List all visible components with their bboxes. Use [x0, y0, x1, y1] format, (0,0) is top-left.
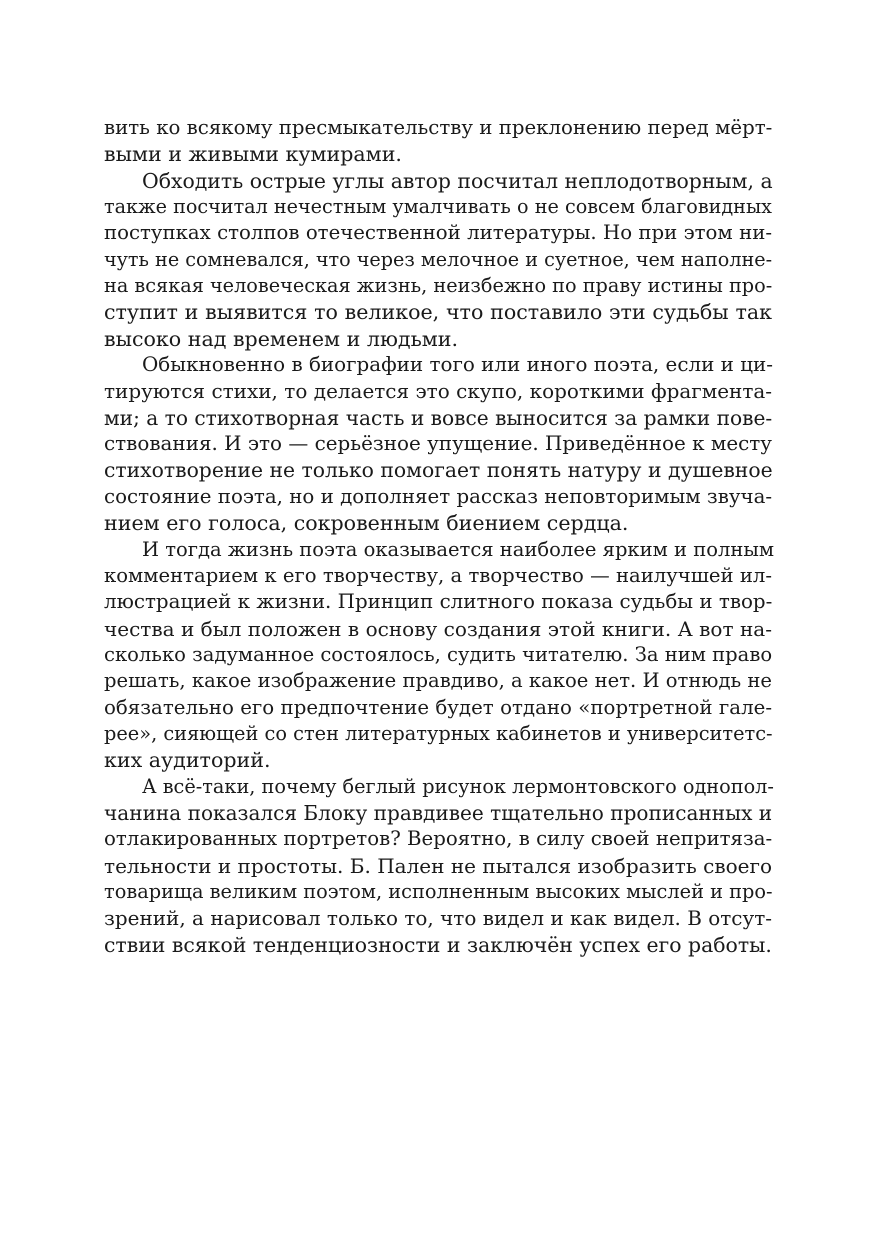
text-line: нием его голоса, сокровенным биением сердца.	[104, 511, 629, 536]
text-line: Обходить острые углы автор посчитал неплодотворным, а	[142, 168, 773, 193]
text-line: отлакированных портретов? Вероятно, в силу своей непритяза-	[104, 827, 773, 851]
text-line: ствования. И это — серьёзное упущение. Приведённое к месту	[104, 432, 772, 456]
text-line: решать, какое изображение правдиво, а какое нет. И отнюдь не	[104, 669, 772, 693]
text-line: состояние поэта, но и дополняет рассказ неповторимым звуча-	[104, 484, 773, 508]
text-line: А всё-таки, почему беглый рисунок лермонтовского однопол-	[142, 774, 774, 798]
text-line: люстрацией к жизни. Принцип слитного показа судьбы и твор-	[104, 590, 773, 614]
text-line: вить ко всякому пресмыкательству и преклонению перед мёрт-	[104, 116, 773, 139]
text-line: чанина показался Блоку правдивее тщательно прописанных и	[104, 800, 773, 825]
paragraph	[104, 168, 772, 352]
text-line: высоко над временем и людьми.	[104, 326, 459, 351]
text-line: товарища великим поэтом, исполненным высоких мыслей и про-	[104, 879, 773, 903]
text-line: на всякая человеческая жизнь, неизбежно по праву истины про-	[104, 274, 773, 298]
text-line: чества и был положен в основу создания этой книги. А вот на-	[104, 616, 772, 641]
text-line: рее», сияющей со стен литературных кабинетов и университетс-	[104, 721, 773, 745]
text-line: выми и живыми кумирами.	[104, 142, 402, 167]
text-line: зрений, а нарисовал только то, что видел и как видел. В отсут-	[104, 906, 772, 931]
text-line: И тогда жизнь поэта оказывается наиболее ярким и полным	[142, 537, 775, 561]
paragraph	[104, 352, 772, 536]
paragraph	[104, 115, 772, 168]
text-line: комментарием к его творчеству, а творчество — наилучшей ил-	[104, 563, 772, 587]
text-line: сколько задуманное состоялось, судить читателю. За ним право	[104, 642, 773, 666]
paragraph	[104, 537, 775, 774]
text-line: поступках столпов отечественной литературы. Но при этом ни-	[104, 221, 772, 245]
body-text	[104, 115, 775, 958]
text-line: тельности и простоты. Б. Пален не пытался изобразить своего	[104, 853, 772, 878]
text-line: Обыкновенно в биографии того или иного поэта, если и ци-	[142, 353, 773, 377]
text-line: ствии всякой тенденциозности и заключён успех его работы.	[104, 932, 772, 957]
text-line: обязательно его предпочтение будет отдано «портретной гале-	[104, 695, 772, 719]
text-line: стихотворение не только помогает понять натуру и душевное	[104, 458, 773, 483]
text-line: также посчитал нечестным умалчивать о не совсем благовидных	[104, 195, 772, 219]
text-line: ми; а то стихотворная часть и вовсе выносится за рамки пове-	[104, 405, 773, 430]
text-line: ступит и выявится то великое, что поставило эти судьбы так	[104, 300, 772, 325]
paragraph	[104, 774, 772, 958]
text-line: чуть не сомневался, что через мелочное и суетное, чем наполне-	[104, 247, 773, 271]
text-line: тируются стихи, то делается это скупо, короткими фрагмента-	[104, 379, 772, 404]
text-line: ких аудиторий.	[104, 748, 271, 773]
